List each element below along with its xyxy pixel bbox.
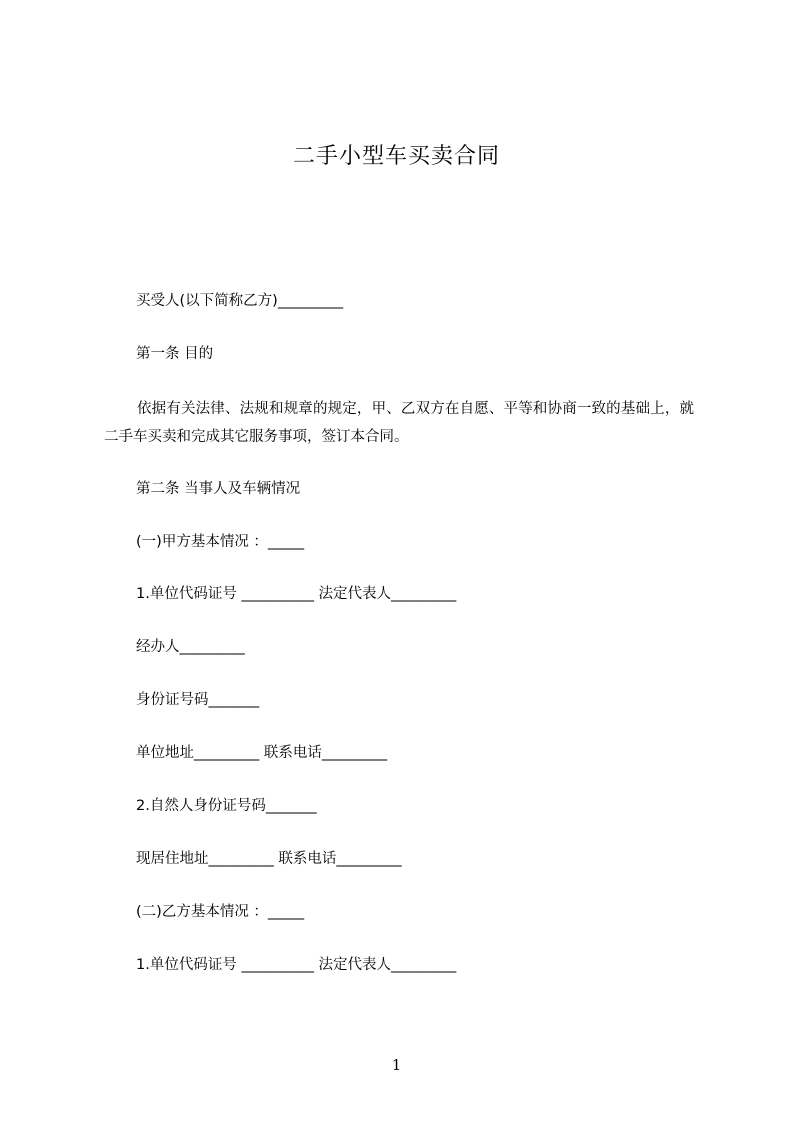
party-a-heading: (一)甲方基本情况 ：_____ <box>136 534 305 550</box>
page-number: 1 <box>391 1056 402 1074</box>
party-b-unit-code-line: 1.单位代码证号 __________ 法定代表人_________ <box>136 957 457 973</box>
article-1-heading: 第一条 目的 <box>136 346 214 362</box>
document-title: 二手小型车买卖合同 <box>292 144 500 169</box>
party-a-id-number-line: 身份证号码_______ <box>136 692 260 708</box>
party-a-agent-line: 经办人_________ <box>136 639 245 655</box>
purpose-paragraph: 依据有关法律、法规和规章的规定，甲、乙双方在自愿、平等和协商一致的基础上，就二手车买卖和完成其它服务事项，签订本合同。 <box>104 401 694 445</box>
party-a-natural-person-id-line: 2.自然人身份证号码_______ <box>136 798 317 814</box>
party-a-unit-code-line: 1.单位代码证号 __________ 法定代表人_________ <box>136 586 457 602</box>
party-a-residence-line: 现居住地址_________ 联系电话_________ <box>136 851 402 867</box>
party-a-address-line: 单位地址_________ 联系电话_________ <box>136 745 388 761</box>
buyer-line: 买受人(以下简称乙方)_________ <box>136 293 344 309</box>
article-2-heading: 第二条 当事人及车辆情况 <box>136 481 301 497</box>
party-b-heading: (二)乙方基本情况 ：_____ <box>136 904 305 920</box>
